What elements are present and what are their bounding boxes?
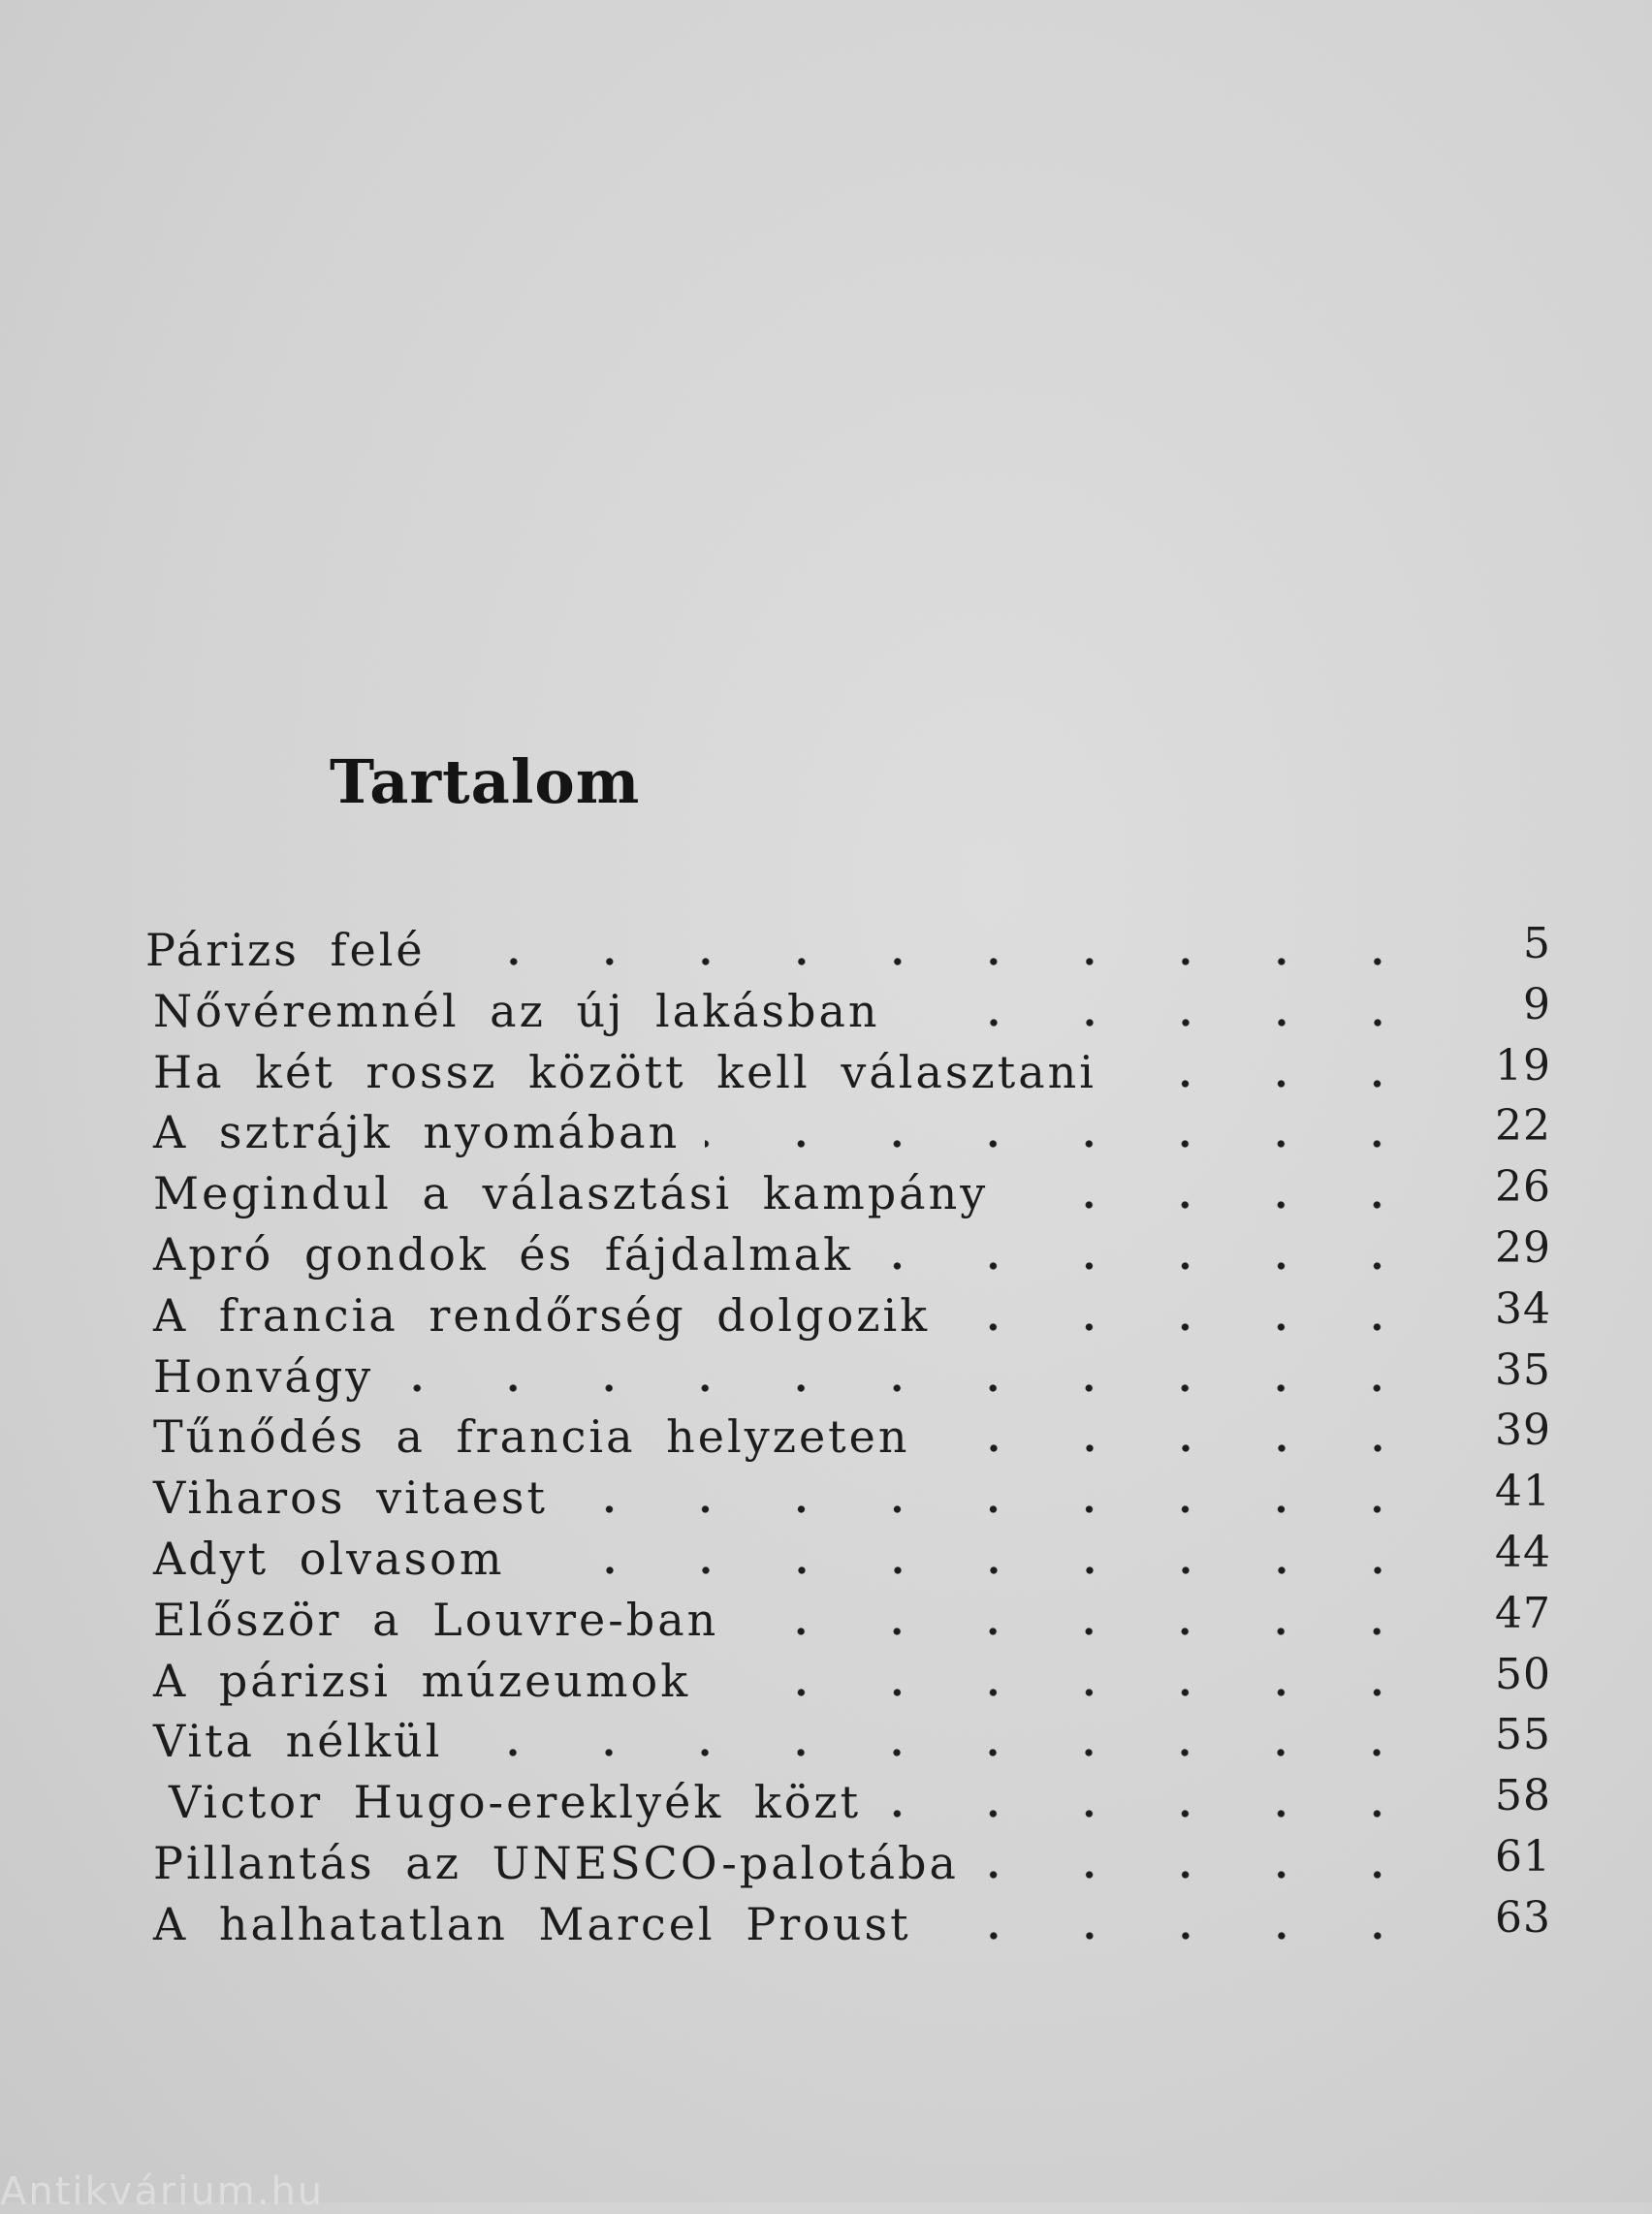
toc-entry-title: A francia rendőrség dolgozik <box>153 1288 931 1342</box>
toc-entry-title: Megindul a választási kampány <box>153 1167 989 1220</box>
toc-entry-page: 44 <box>1495 1527 1551 1577</box>
toc-entry <box>145 1164 1551 1225</box>
toc-entry <box>145 1712 1551 1773</box>
toc-entry <box>145 1222 1551 1286</box>
toc-entry <box>145 921 1551 982</box>
dot-leader <box>715 1656 1425 1700</box>
toc-entry-page: 39 <box>1495 1406 1551 1456</box>
dot-leader <box>573 1472 1425 1517</box>
toc-entry-title: A halhatatlan Marcel Proust <box>153 1897 911 1950</box>
dot-leader <box>1013 1168 1425 1213</box>
toc-entry-page: 61 <box>1495 1831 1551 1882</box>
dot-leader <box>878 1229 1425 1274</box>
toc-entry-title: Apró gondok és fájdalmak <box>153 1227 854 1281</box>
watermark: Antikvárium.hu <box>0 2169 325 2214</box>
toc-entry-page: 63 <box>1495 1892 1551 1943</box>
dot-leader <box>955 1290 1425 1335</box>
toc-entry-page: 55 <box>1495 1710 1551 1760</box>
toc-entry-title: Vita nélkül <box>153 1715 443 1768</box>
dot-leader <box>984 1838 1425 1882</box>
table-of-contents <box>145 921 1551 1956</box>
dot-leader <box>905 986 1426 1030</box>
toc-entry <box>145 1773 1551 1834</box>
dot-leader <box>744 1595 1425 1639</box>
toc-entry-title: A párizsi múzeumok <box>153 1654 691 1707</box>
toc-entry-title: Adyt olvasom <box>153 1532 505 1585</box>
toc-entry <box>145 979 1551 1043</box>
toc-entry-page: 9 <box>1523 979 1551 1029</box>
toc-entry <box>145 1831 1551 1895</box>
toc-entry-page: 35 <box>1495 1344 1551 1395</box>
toc-entry-page: 47 <box>1495 1588 1551 1638</box>
toc-entry-page: 50 <box>1495 1649 1551 1699</box>
toc-entry-title: Viharos vitaest <box>153 1471 549 1525</box>
toc-entry-title: Párizs felé <box>145 924 426 976</box>
toc-entry <box>145 1527 1551 1591</box>
dot-leader <box>937 1899 1425 1944</box>
toc-entry-page: 58 <box>1495 1771 1551 1821</box>
toc-entry <box>145 1469 1551 1530</box>
toc-entry-page: 5 <box>1523 919 1551 968</box>
toc-entry-title: A sztrájk nyomában <box>153 1106 681 1159</box>
toc-entry-page: 41 <box>1495 1467 1551 1517</box>
toc-entry-title: Ha két rossz között kell választani <box>153 1045 1096 1098</box>
toc-entry-title: Victor Hugo-ereklyék közt <box>169 1776 862 1829</box>
toc-entry <box>145 1649 1551 1713</box>
dot-leader <box>467 1716 1425 1760</box>
dot-leader <box>936 1411 1426 1456</box>
dot-leader <box>1122 1047 1425 1091</box>
dot-leader <box>530 1534 1426 1578</box>
dot-leader <box>398 1351 1425 1396</box>
toc-entry <box>145 1103 1551 1164</box>
toc-entry <box>145 1283 1551 1347</box>
toc-entry-page: 29 <box>1495 1222 1551 1273</box>
toc-entry <box>145 1407 1551 1469</box>
toc-entry-page: 22 <box>1495 1101 1551 1152</box>
toc-entry <box>145 1344 1551 1408</box>
dot-leader <box>705 1107 1425 1152</box>
toc-entry-page: 34 <box>1495 1283 1551 1334</box>
dot-leader <box>451 925 1425 969</box>
toc-entry <box>145 1040 1551 1104</box>
toc-entry-title: Pillantás az UNESCO-palotába <box>153 1836 959 1889</box>
toc-entry-title: Nővéremnél az új lakásban <box>153 984 880 1037</box>
toc-entry <box>145 1892 1551 1956</box>
toc-entry-title: Tűnődés a francia helyzeten <box>153 1410 910 1464</box>
toc-entry-page: 26 <box>1495 1162 1551 1213</box>
toc-entry <box>145 1588 1551 1652</box>
toc-entry-title: Először a Louvre-ban <box>153 1593 719 1646</box>
page-title: Tartalom <box>330 746 641 817</box>
dot-leader <box>886 1777 1425 1821</box>
toc-entry-title: Honvágy <box>153 1349 374 1403</box>
toc-entry-page: 19 <box>1495 1040 1551 1091</box>
